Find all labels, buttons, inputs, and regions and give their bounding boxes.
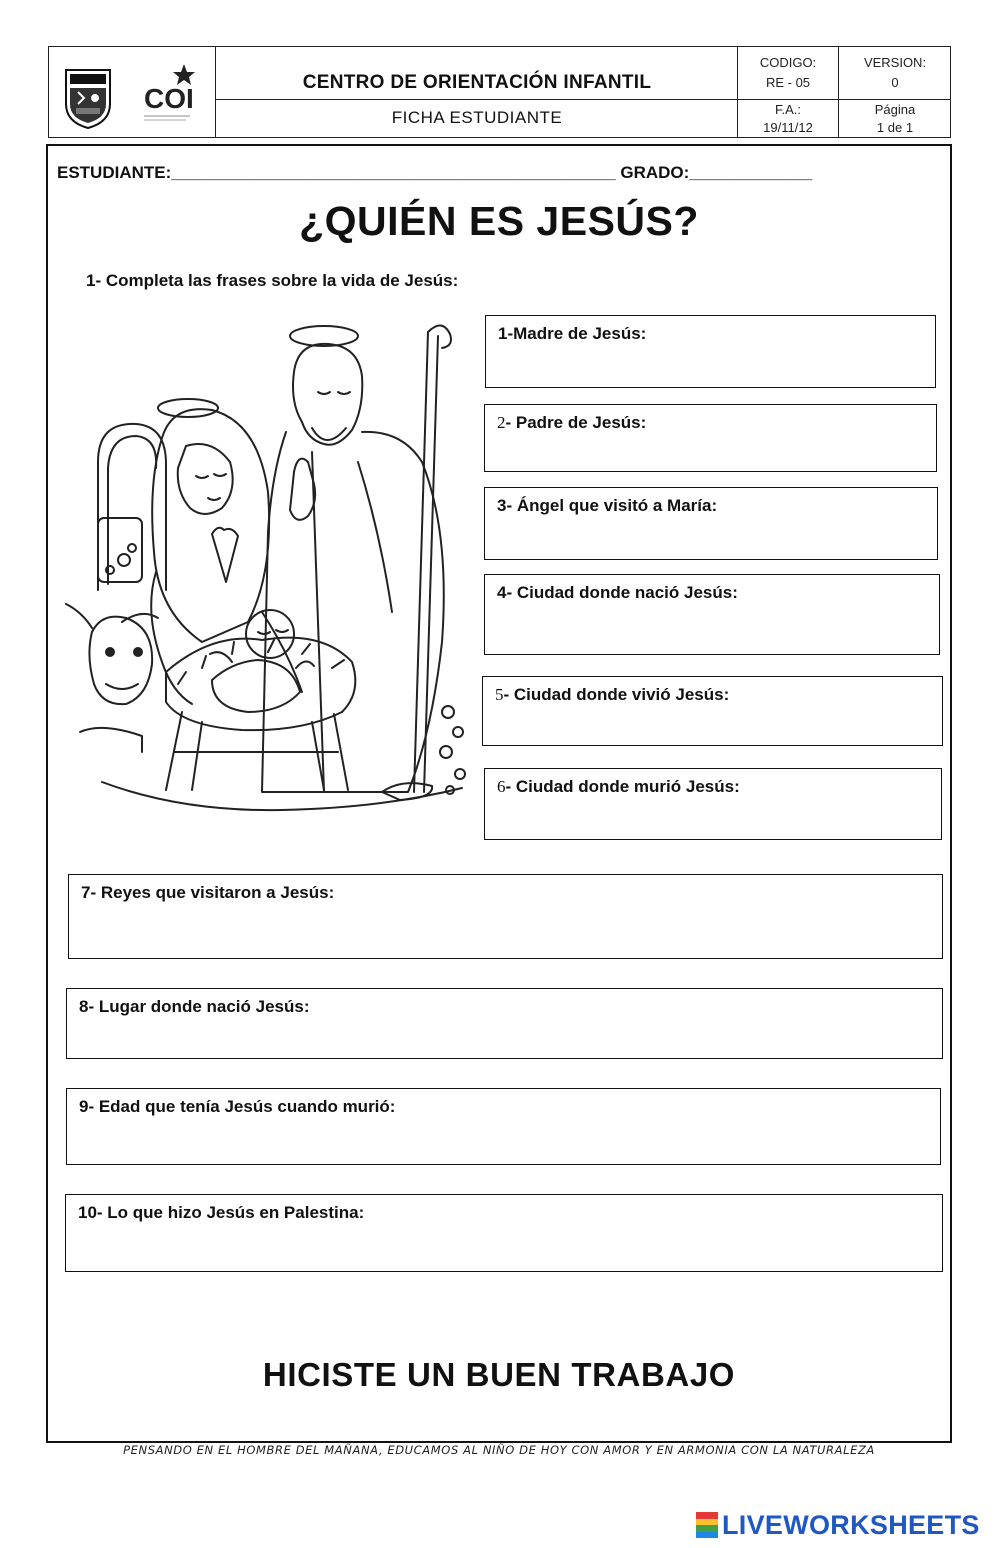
answer-box-3[interactable] bbox=[484, 487, 938, 560]
question-label-1: 1-Madre de Jesús: bbox=[498, 324, 647, 343]
coi-logo-icon bbox=[144, 64, 195, 120]
answer-box-5[interactable] bbox=[482, 676, 943, 746]
answer-box-9[interactable] bbox=[66, 1088, 941, 1165]
question-number-5: 5 bbox=[495, 685, 504, 704]
form-name: FICHA ESTUDIANTE bbox=[391, 108, 563, 127]
nativity-scene-icon bbox=[62, 312, 474, 830]
school-logos bbox=[48, 46, 216, 138]
logo-cell bbox=[48, 46, 216, 138]
version-label: VERSION: bbox=[863, 55, 927, 70]
question-number-6: 6 bbox=[497, 777, 506, 796]
answer-box-7[interactable] bbox=[68, 874, 943, 959]
code-cell bbox=[738, 46, 839, 138]
fa-value: 19/11/12 bbox=[763, 120, 813, 135]
closing-message: HICISTE UN BUEN TRABAJO bbox=[262, 1356, 736, 1393]
answer-box-2[interactable] bbox=[484, 404, 937, 472]
page-label: Página bbox=[874, 102, 916, 117]
version-value: 0 bbox=[891, 75, 899, 90]
version-cell bbox=[839, 46, 951, 138]
answer-box-8[interactable] bbox=[66, 988, 943, 1059]
answer-box-1[interactable] bbox=[485, 315, 936, 388]
nativity-illustration bbox=[62, 312, 474, 830]
question-label-5 bbox=[495, 685, 729, 705]
question-label-8: 8- Lugar donde nació Jesús: bbox=[79, 997, 310, 1016]
liveworksheets-logo-icon bbox=[696, 1512, 718, 1538]
liveworksheets-brand[interactable] bbox=[696, 1507, 980, 1543]
question-label-3: 3- Ángel que visitó a María: bbox=[497, 496, 718, 515]
answer-box-6[interactable] bbox=[484, 768, 942, 840]
page-value: 1 de 1 bbox=[876, 120, 914, 135]
question-text-6: - Ciudad donde murió Jesús: bbox=[505, 777, 740, 796]
question-label-4: 4- Ciudad donde nació Jesús: bbox=[497, 583, 738, 602]
question-text-2: - Padre de Jesús: bbox=[505, 413, 647, 432]
code-label: CODIGO: bbox=[759, 55, 817, 70]
question-label-7: 7- Reyes que visitaron a Jesús: bbox=[81, 883, 335, 902]
answer-box-10[interactable] bbox=[65, 1194, 943, 1272]
page-title: ¿QUIÉN ES JESÚS? bbox=[299, 198, 699, 244]
school-name: CENTRO DE ORIENTACIÓN INFANTIL bbox=[302, 72, 652, 93]
question-number-2: 2 bbox=[497, 413, 506, 432]
code-value: RE - 05 bbox=[765, 75, 811, 90]
question-label-9: 9- Edad que tenía Jesús cuando murió: bbox=[79, 1097, 396, 1116]
question-label-2 bbox=[497, 413, 646, 433]
school-motto: PENSANDO EN EL HOMBRE DEL MAÑANA, EDUCAMOS AL NIÑO DE HOY CON AMOR Y EN ARMONIA CON LA NATURALEZA bbox=[123, 1443, 875, 1457]
student-grade-line[interactable]: ESTUDIANTE:_______________________________________________ GRADO:_____________ bbox=[57, 163, 813, 182]
fa-label: F.A.: bbox=[774, 102, 801, 117]
question-label-6 bbox=[497, 777, 740, 797]
question-text-5: - Ciudad donde vivió Jesús: bbox=[503, 685, 730, 704]
school-shield-icon bbox=[66, 70, 110, 128]
brand-text: LIVEWORKSHEETS bbox=[722, 1509, 980, 1540]
coi-logo-text: COI bbox=[144, 83, 194, 114]
answer-box-4[interactable] bbox=[484, 574, 940, 655]
question-label-10: 10- Lo que hizo Jesús en Palestina: bbox=[78, 1203, 365, 1222]
instruction-text: 1- Completa las frases sobre la vida de Jesús: bbox=[86, 271, 459, 290]
